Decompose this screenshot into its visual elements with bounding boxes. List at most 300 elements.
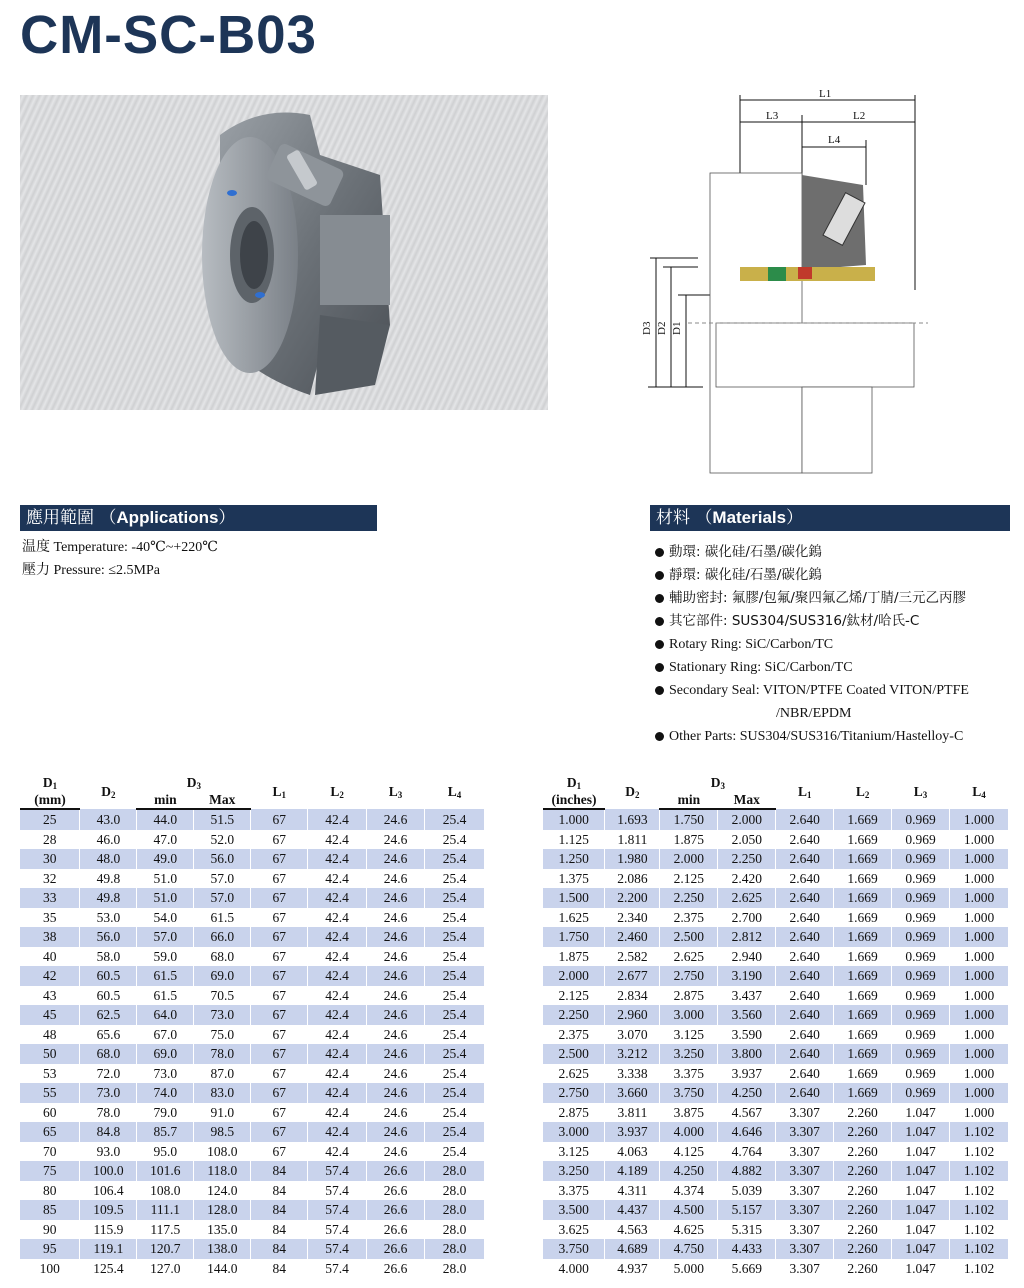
table-cell: 3.000	[660, 1005, 718, 1025]
table-cell: 1.000	[950, 1044, 1009, 1064]
table-cell: 0.969	[892, 1064, 950, 1084]
table-cell: 2.640	[776, 849, 834, 869]
table-cell: 78.0	[194, 1044, 251, 1064]
table-row	[543, 809, 1009, 830]
table-row	[20, 966, 485, 986]
label-l1: L1	[819, 88, 832, 100]
table-cell: 2.260	[834, 1103, 892, 1123]
table-cell: 67	[251, 1103, 308, 1123]
table-cell: 66.0	[194, 927, 251, 947]
header-l3: $L_3$	[388, 783, 403, 800]
table-cell: 138.0	[194, 1239, 251, 1259]
table-cell: 24.6	[367, 1103, 425, 1123]
table-cell: 51.0	[137, 888, 194, 908]
table-cell: 55	[20, 1083, 80, 1103]
table-cell: 128.0	[194, 1200, 251, 1220]
table-cell: 2.582	[605, 947, 660, 967]
table-cell: 4.567	[718, 1103, 776, 1123]
table-cell: 0.969	[892, 830, 950, 850]
table-cell: 33	[20, 888, 80, 908]
table-cell: 1.102	[950, 1259, 1009, 1279]
table-cell: 61.5	[194, 908, 251, 928]
temperature-line: 温度 Temperature: -40℃~+220℃	[22, 540, 218, 555]
bullet-icon	[655, 571, 664, 580]
table-cell: 1.375	[543, 869, 605, 889]
table-cell: 1.875	[543, 947, 605, 967]
table-cell: 56.0	[194, 849, 251, 869]
table-cell: 24.6	[367, 986, 425, 1006]
table-cell: 67	[251, 869, 308, 889]
table-cell: 25.4	[425, 888, 485, 908]
table-cell: 42.4	[308, 966, 367, 986]
table-cell: 1.047	[892, 1259, 950, 1279]
table-cell: 67	[251, 1064, 308, 1084]
table-row	[20, 1200, 485, 1220]
table-row	[543, 986, 1009, 1006]
table-row	[20, 1259, 485, 1279]
table-cell: 1.000	[950, 849, 1009, 869]
table-cell: 1.000	[950, 809, 1009, 830]
header-d2: $D_2$	[625, 783, 640, 800]
header-d2: $D_2$	[101, 783, 116, 800]
table-cell: 3.338	[605, 1064, 660, 1084]
table-cell: 73.0	[194, 1005, 251, 1025]
table-cell: 28.0	[425, 1200, 485, 1220]
table-cell: 4.250	[660, 1161, 718, 1181]
table-cell: 2.640	[776, 809, 834, 830]
table-cell: 24.6	[367, 1005, 425, 1025]
table-cell: 1.000	[950, 947, 1009, 967]
table-row	[543, 849, 1009, 869]
table-cell: 62.5	[80, 1005, 137, 1025]
label-d2: D2	[656, 321, 668, 335]
table-cell: 44.0	[137, 809, 194, 830]
table-cell: 0.969	[892, 966, 950, 986]
table-cell: 4.000	[660, 1122, 718, 1142]
table-cell: 3.437	[718, 986, 776, 1006]
table-cell: 3.500	[543, 1200, 605, 1220]
bullet-icon	[655, 617, 664, 626]
table-cell: 26.6	[367, 1259, 425, 1279]
table-cell: 2.625	[543, 1064, 605, 1084]
table-cell: 0.969	[892, 908, 950, 928]
table-cell: 4.250	[718, 1083, 776, 1103]
table-cell: 42	[20, 966, 80, 986]
table-cell: 35	[20, 908, 80, 928]
table-row	[20, 849, 485, 869]
table-cell: 1.000	[950, 927, 1009, 947]
table-row	[20, 809, 485, 830]
table-cell: 1.000	[950, 1025, 1009, 1045]
header-l4: $L_4$	[972, 783, 986, 800]
table-cell: 69.0	[194, 966, 251, 986]
table-cell: 1.000	[950, 830, 1009, 850]
table-cell: 57.0	[194, 888, 251, 908]
table-cell: 3.212	[605, 1044, 660, 1064]
table-cell: 2.875	[543, 1103, 605, 1123]
table-row	[20, 1142, 485, 1162]
table-cell: 65.6	[80, 1025, 137, 1045]
table-cell: 24.6	[367, 1064, 425, 1084]
table-cell: 67	[251, 1122, 308, 1142]
table-cell: 125.4	[80, 1259, 137, 1279]
table-cell: 108.0	[137, 1181, 194, 1201]
table-cell: 4.063	[605, 1142, 660, 1162]
table-cell: 57.4	[308, 1259, 367, 1279]
table-cell: 54.0	[137, 908, 194, 928]
table-cell: 1.102	[950, 1181, 1009, 1201]
table-cell: 1.102	[950, 1220, 1009, 1240]
table-cell: 93.0	[80, 1142, 137, 1162]
table-cell: 75.0	[194, 1025, 251, 1045]
table-cell: 2.960	[605, 1005, 660, 1025]
dimension-diagram	[628, 85, 928, 480]
table-cell: 25.4	[425, 947, 485, 967]
table-cell: 2.625	[660, 947, 718, 967]
table-cell: 4.374	[660, 1181, 718, 1201]
table-cell: 42.4	[308, 1005, 367, 1025]
table-cell: 2.500	[543, 1044, 605, 1064]
table-cell: 3.307	[776, 1200, 834, 1220]
table-cell: 25.4	[425, 908, 485, 928]
table-row	[543, 869, 1009, 889]
table-cell: 60.5	[80, 966, 137, 986]
table-cell: 2.625	[718, 888, 776, 908]
table-row	[20, 1064, 485, 1084]
table-row	[543, 1259, 1009, 1279]
table-cell: 67	[251, 1083, 308, 1103]
table-cell: 2.640	[776, 947, 834, 967]
table-cell: 1.250	[543, 849, 605, 869]
table-cell: 45	[20, 1005, 80, 1025]
table-cell: 2.640	[776, 1025, 834, 1045]
table-cell: 95	[20, 1239, 80, 1259]
table-cell: 67.0	[137, 1025, 194, 1045]
table-cell: 46.0	[80, 830, 137, 850]
table-cell: 1.811	[605, 830, 660, 850]
table-cell: 4.625	[660, 1220, 718, 1240]
table-cell: 119.1	[80, 1239, 137, 1259]
table-cell: 120.7	[137, 1239, 194, 1259]
table-cell: 2.460	[605, 927, 660, 947]
table-cell: 4.563	[605, 1220, 660, 1240]
table-cell: 51.5	[194, 809, 251, 830]
table-row	[543, 947, 1009, 967]
table-cell: 73.0	[137, 1064, 194, 1084]
bullet-icon	[655, 663, 664, 672]
table-cell: 3.750	[543, 1239, 605, 1259]
table-cell: 118.0	[194, 1161, 251, 1181]
table-cell: 73.0	[80, 1083, 137, 1103]
table-cell: 30	[20, 849, 80, 869]
table-cell: 72.0	[80, 1064, 137, 1084]
table-cell: 57.4	[308, 1239, 367, 1259]
table-row	[20, 1103, 485, 1123]
table-cell: 42.4	[308, 849, 367, 869]
material-item: Rotary Ring: SiC/Carbon/TC	[655, 633, 969, 656]
label-l4: L4	[828, 134, 841, 146]
table-cell: 43.0	[80, 809, 137, 830]
table-cell: 111.1	[137, 1200, 194, 1220]
table-cell: 83.0	[194, 1083, 251, 1103]
header-min: min	[137, 792, 194, 809]
table-cell: 68.0	[80, 1044, 137, 1064]
table-cell: 67	[251, 927, 308, 947]
table-cell: 57.4	[308, 1181, 367, 1201]
table-cell: 4.882	[718, 1161, 776, 1181]
table-row	[20, 830, 485, 850]
table-cell: 1.669	[834, 1044, 892, 1064]
bullet-icon	[655, 686, 664, 695]
table-cell: 28.0	[425, 1181, 485, 1201]
page-title: CM-SC-B03	[20, 5, 317, 65]
table-cell: 49.8	[80, 888, 137, 908]
material-item: /NBR/EPDM	[776, 706, 852, 721]
table-cell: 70.5	[194, 986, 251, 1006]
table-cell: 56.0	[80, 927, 137, 947]
table-cell: 1.125	[543, 830, 605, 850]
table-row	[20, 1239, 485, 1259]
table-cell: 101.6	[137, 1161, 194, 1181]
table-cell: 4.750	[660, 1239, 718, 1259]
table-cell: 67	[251, 849, 308, 869]
table-cell: 2.125	[660, 869, 718, 889]
table-cell: 5.000	[660, 1259, 718, 1279]
table-cell: 2.250	[718, 849, 776, 869]
table-cell: 3.937	[605, 1122, 660, 1142]
table-cell: 24.6	[367, 1083, 425, 1103]
table-cell: 2.834	[605, 986, 660, 1006]
table-cell: 24.6	[367, 869, 425, 889]
table-cell: 25.4	[425, 1083, 485, 1103]
table-cell: 3.875	[660, 1103, 718, 1123]
table-cell: 42.4	[308, 1142, 367, 1162]
table-cell: 0.969	[892, 1083, 950, 1103]
table-cell: 4.437	[605, 1200, 660, 1220]
table-row	[20, 947, 485, 967]
material-item: 靜環: 碳化硅/石墨/碳化鎢	[655, 564, 969, 587]
table-cell: 51.0	[137, 869, 194, 889]
table-cell: 67	[251, 830, 308, 850]
table-cell: 57.0	[137, 927, 194, 947]
table-cell: 2.250	[660, 888, 718, 908]
table-cell: 0.969	[892, 849, 950, 869]
table-cell: 84	[251, 1181, 308, 1201]
label-d3: D3	[641, 321, 653, 335]
table-cell: 50	[20, 1044, 80, 1064]
table-cell: 24.6	[367, 849, 425, 869]
table-cell: 1.047	[892, 1181, 950, 1201]
table-cell: 24.6	[367, 966, 425, 986]
table-cell: 49.8	[80, 869, 137, 889]
header-l1: $L_1$	[272, 783, 286, 800]
table-cell: 2.640	[776, 908, 834, 928]
table-cell: 1.669	[834, 927, 892, 947]
table-cell: 47.0	[137, 830, 194, 850]
table-row	[20, 1220, 485, 1240]
table-cell: 3.560	[718, 1005, 776, 1025]
table-cell: 24.6	[367, 908, 425, 928]
header-max: Max	[194, 792, 251, 809]
table-cell: 60	[20, 1103, 80, 1123]
table-cell: 1.750	[660, 809, 718, 830]
table-cell: 1.669	[834, 966, 892, 986]
material-item: 動環: 碳化硅/石墨/碳化鎢	[655, 541, 969, 564]
table-cell: 0.969	[892, 927, 950, 947]
table-cell: 5.669	[718, 1259, 776, 1279]
table-cell: 1.625	[543, 908, 605, 928]
table-cell: 91.0	[194, 1103, 251, 1123]
table-cell: 28.0	[425, 1259, 485, 1279]
table-cell: 0.969	[892, 809, 950, 830]
table-cell: 1.669	[834, 849, 892, 869]
table-cell: 1.047	[892, 1142, 950, 1162]
table-cell: 3.811	[605, 1103, 660, 1123]
table-cell: 42.4	[308, 1064, 367, 1084]
table-cell: 0.969	[892, 888, 950, 908]
table-cell: 28.0	[425, 1161, 485, 1181]
inch-dimension-table	[543, 775, 1009, 1278]
table-cell: 1.000	[950, 1064, 1009, 1084]
table-cell: 2.640	[776, 1044, 834, 1064]
header-l3: $L_3$	[913, 783, 928, 800]
table-cell: 68.0	[194, 947, 251, 967]
table-cell: 1.000	[543, 809, 605, 830]
table-cell: 24.6	[367, 888, 425, 908]
table-cell: 32	[20, 869, 80, 889]
table-cell: 28	[20, 830, 80, 850]
table-cell: 74.0	[137, 1083, 194, 1103]
materials-list	[655, 541, 969, 748]
table-cell: 42.4	[308, 1122, 367, 1142]
mm-dimension-table	[20, 775, 485, 1278]
header-l4: $L_4$	[447, 783, 462, 800]
table-cell: 26.6	[367, 1220, 425, 1240]
table-cell: 28.0	[425, 1239, 485, 1259]
table-cell: 24.6	[367, 947, 425, 967]
table-cell: 42.4	[308, 986, 367, 1006]
header-l1: $L_1$	[797, 783, 812, 800]
table-cell: 1.047	[892, 1161, 950, 1181]
table-cell: 85	[20, 1200, 80, 1220]
table-cell: 100	[20, 1259, 80, 1279]
table-cell: 2.000	[543, 966, 605, 986]
table-cell: 43	[20, 986, 80, 1006]
header-max: Max	[718, 792, 776, 809]
table-cell: 26.6	[367, 1181, 425, 1201]
table-cell: 2.875	[660, 986, 718, 1006]
table-cell: 3.307	[776, 1122, 834, 1142]
table-cell: 24.6	[367, 809, 425, 830]
table-cell: 79.0	[137, 1103, 194, 1123]
table-cell: 2.260	[834, 1142, 892, 1162]
table-cell: 2.640	[776, 966, 834, 986]
table-cell: 57.4	[308, 1200, 367, 1220]
table-cell: 5.039	[718, 1181, 776, 1201]
table-cell: 2.640	[776, 1083, 834, 1103]
table-row	[543, 1239, 1009, 1259]
table-cell: 3.625	[543, 1220, 605, 1240]
table-cell: 26.6	[367, 1161, 425, 1181]
table-cell: 1.000	[950, 1005, 1009, 1025]
table-cell: 1.047	[892, 1122, 950, 1142]
pressure-line: 壓力 Pressure: ≤2.5MPa	[22, 563, 160, 578]
table-cell: 2.677	[605, 966, 660, 986]
table-cell: 42.4	[308, 809, 367, 830]
table-cell: 95.0	[137, 1142, 194, 1162]
table-row	[543, 1083, 1009, 1103]
table-cell: 78.0	[80, 1103, 137, 1123]
table-cell: 0.969	[892, 1025, 950, 1045]
table-cell: 3.000	[543, 1122, 605, 1142]
table-cell: 4.500	[660, 1200, 718, 1220]
table-cell: 1.669	[834, 986, 892, 1006]
table-cell: 67	[251, 1025, 308, 1045]
table-cell: 4.433	[718, 1239, 776, 1259]
table-cell: 1.669	[834, 869, 892, 889]
table-cell: 0.969	[892, 1005, 950, 1025]
table-cell: 2.375	[660, 908, 718, 928]
table-cell: 3.750	[660, 1083, 718, 1103]
table-cell: 135.0	[194, 1220, 251, 1240]
table-cell: 61.5	[137, 966, 194, 986]
table-cell: 25	[20, 809, 80, 830]
table-cell: 84	[251, 1220, 308, 1240]
table-cell: 2.260	[834, 1259, 892, 1279]
table-cell: 26.6	[367, 1239, 425, 1259]
table-cell: 3.307	[776, 1142, 834, 1162]
table-cell: 2.200	[605, 888, 660, 908]
table-cell: 2.640	[776, 888, 834, 908]
table-cell: 3.125	[660, 1025, 718, 1045]
table-cell: 1.000	[950, 1103, 1009, 1123]
table-cell: 106.4	[80, 1181, 137, 1201]
table-cell: 3.375	[543, 1181, 605, 1201]
table-cell: 25.4	[425, 1122, 485, 1142]
table-cell: 42.4	[308, 927, 367, 947]
table-cell: 85.7	[137, 1122, 194, 1142]
table-cell: 3.307	[776, 1239, 834, 1259]
material-item: 輔助密封: 氟膠/包氟/聚四氟乙烯/丁腈/三元乙丙膠	[655, 587, 969, 610]
table-cell: 84	[251, 1200, 308, 1220]
materials-heading: 材料 （Materials）	[650, 505, 1010, 531]
table-cell: 115.9	[80, 1220, 137, 1240]
table-cell: 24.6	[367, 927, 425, 947]
table-cell: 0.969	[892, 869, 950, 889]
table-cell: 1.102	[950, 1200, 1009, 1220]
table-row	[543, 908, 1009, 928]
table-cell: 58.0	[80, 947, 137, 967]
table-cell: 144.0	[194, 1259, 251, 1279]
table-row	[20, 888, 485, 908]
table-cell: 98.5	[194, 1122, 251, 1142]
label-l3: L3	[766, 110, 779, 122]
table-cell: 1.669	[834, 1083, 892, 1103]
table-row	[543, 1220, 1009, 1240]
material-item: Other Parts: SUS304/SUS316/Titanium/Hastelloy-C	[655, 725, 969, 748]
table-cell: 3.070	[605, 1025, 660, 1045]
table-row	[543, 830, 1009, 850]
table-cell: 3.307	[776, 1259, 834, 1279]
label-d1: D1	[671, 321, 683, 335]
table-cell: 84	[251, 1259, 308, 1279]
table-cell: 4.000	[543, 1259, 605, 1279]
table-row	[20, 927, 485, 947]
material-item: Secondary Seal: VITON/PTFE Coated VITON/PTFE	[655, 679, 969, 702]
table-cell: 0.969	[892, 986, 950, 1006]
table-cell: 2.700	[718, 908, 776, 928]
table-cell: 70	[20, 1142, 80, 1162]
